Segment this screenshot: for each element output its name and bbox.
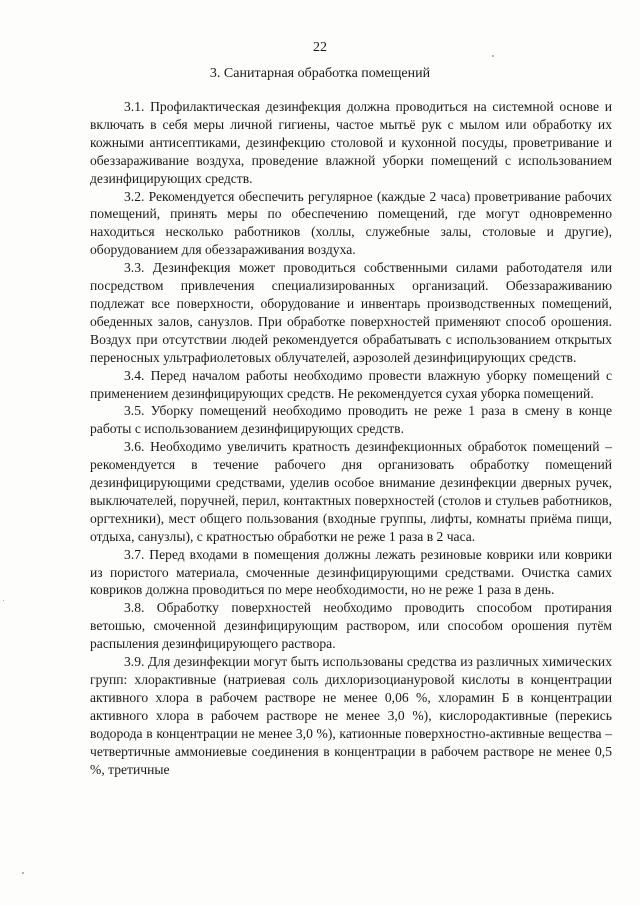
body-text — [90, 98, 612, 778]
paragraph-3-2: 3.2. Рекомендуется обеспечить регулярное (каждые 2 часа) проветривание рабочих помещений, принять меры по обеспечению помещений, где могут одновременно находиться несколько работников (холлы, служебные залы, столовые и другие), оборудованием для обеззараживания воздуха. — [90, 188, 612, 258]
paragraph-3-9: 3.9. Для дезинфекции могут быть использованы средства из различных химических групп: хлорактивные (натриевая соль дихлоризоциануровой кислоты в концентрации активного хлора в рабочем растворе не менее 0,06 %, хлорамин Б в концентрации активного хлора в рабочем растворе не менее 3,0 %), кислородактивные (перекись водорода в концентрации не менее 3,0 %), катионные поверхностно-активные вещества – четвертичные аммониевые соединения в концентрации в рабочем растворе не менее 0,5 %, третичные — [90, 654, 612, 777]
scan-speck — [492, 55, 494, 57]
paragraph-3-8: 3.8. Обработку поверхностей необходимо проводить способом протирания ветошью, смоченной дезинфицирующим раствором, или способом орошения путём распыления дезинфицирующего раствора. — [90, 600, 612, 652]
paragraph-3-3: 3.3. Дезинфекция может проводиться собственными силами работодателя или посредством привлечения специализированных организаций. Обеззараживанию подлежат все поверхности, оборудование и инвентарь производственных помещений, обеденных залов, санузлов. При обработке поверхностей применяют способ орошения. Воздух при отсутствии людей рекомендуется обрабатывать с использованием открытых переносных ультрафиолетовых облучателей, аэрозолей дезинфицирующих средств. — [90, 260, 612, 365]
paragraph-3-7: 3.7. Перед входами в помещения должны лежать резиновые коврики или коврики из пористого материала, смоченные дезинфицирующими средствами. Очистка самих ковриков должна проводиться по мере необходимости, но не реже 1 раза в день. — [90, 546, 612, 598]
paragraph-3-5: 3.5. Уборку помещений необходимо проводить не реже 1 раза в смену в конце работы с использованием дезинфицирующих средств. — [90, 403, 612, 437]
scan-speck — [3, 600, 4, 601]
section-title: 3. Санитарная обработка помещений — [209, 66, 431, 81]
paragraph-3-1: 3.1. Профилактическая дезинфекция должна проводиться на системной основе и включать в себя меры личной гигиены, частое мытьё рук с мылом или обработку их кожными антисептиками, дезинфекцию столовой и кухонной посуды, проветривание и обеззараживание воздуха, проведение влажной уборки помещений с использованием дезинфицирующих средств. — [90, 99, 612, 186]
paragraph-3-6: 3.6. Необходимо увеличить кратность дезинфекционных обработок помещений – рекомендуется в течение рабочего дня организовать обработку помещений дезинфицирующими средствами, уделив особое внимание дезинфекции дверных ручек, выключателей, поручней, перил, контактных поверхностей (столов и стульев работников, оргтехники), мест общего пользования (входные группы, лифты, комнаты приёма пищи, отдыха, санузлы), с кратностью обработки не реже 1 раза в 2 часа. — [90, 439, 612, 544]
paragraph-3-4: 3.4. Перед началом работы необходимо провести влажную уборку помещений с применением дезинфицирующих средств. Не рекомендуется сухая уборка помещений. — [90, 367, 612, 401]
scan-speck — [22, 872, 24, 874]
page-number: 22 — [313, 40, 327, 55]
